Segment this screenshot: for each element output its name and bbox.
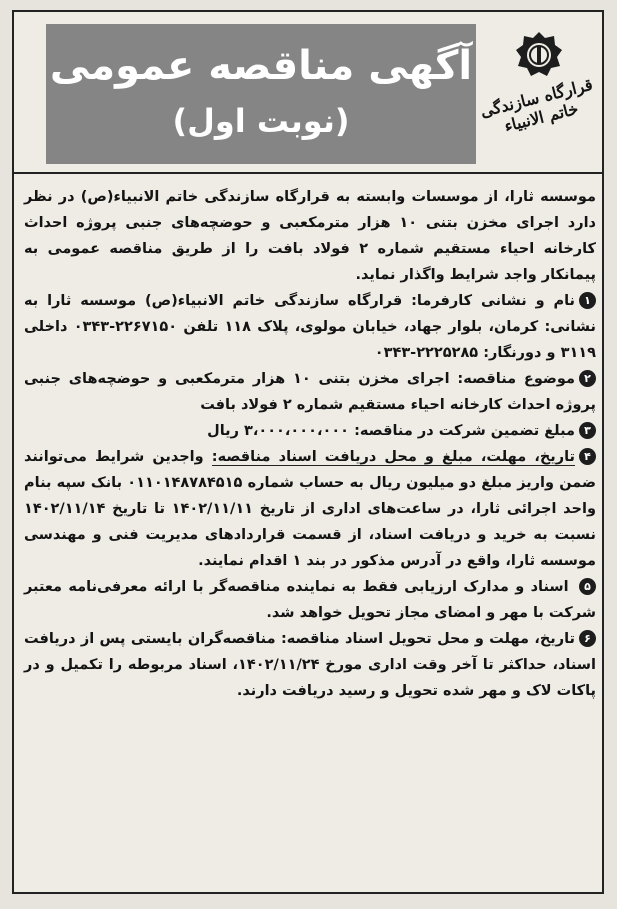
item-document-submission: [24, 626, 596, 704]
item-number: ۶: [579, 630, 596, 647]
item-heading: موضوع مناقصه:: [457, 371, 575, 387]
item-text: اجرای مخزن بتنی ۱۰ هزار مترمکعبی و حوضچه‌های جنبی پروژه احداث کارخانه احیاء مستقیم شماره ۲ فولاد بافت: [24, 371, 596, 413]
item-number: ۴: [579, 448, 596, 465]
item-evaluation-documents: [24, 574, 596, 626]
page-title: آگهی مناقصه عمومی: [49, 43, 473, 89]
item-number: ۱: [579, 292, 596, 309]
logo-text: قرارگاه سازندگی خاتم الانبیاء: [478, 74, 595, 136]
item-text: مناقصه‌گران بایستی پس از دریافت اسناد، حداکثر تا آخر وقت اداری مورخ ۱۴۰۲/۱۱/۲۴، اسناد مربوطه را تکمیل و در پاکات لاک و مهر شده تحویل و رسید دریافت دارند.: [24, 631, 596, 699]
item-text: اسناد و مدارک ارزیابی فقط به نماینده مناقصه‌گر با ارائه معرفی‌نامه معتبر شرکت با مهر و امضای مجاز تحویل خواهد شد.: [24, 579, 596, 621]
announcement-body: [24, 184, 596, 704]
item-text: قرارگاه سازندگی خاتم الانبیاء(ص) موسسه ثارا به نشانی: کرمان، بلوار جهاد، خیابان مولوی، پلاک ۱۱۸ تلفن ۲۲۶۷۱۵۰-۰۳۴۳ داخلی ۳۱۱۹ و دورنگار: ۲۲۲۵۲۸۵-۰۳۴۳: [24, 293, 597, 361]
item-guarantee: [24, 418, 596, 444]
item-employer: [24, 288, 596, 366]
page-subtitle: (نوبت اول): [172, 102, 350, 140]
item-heading: نام و نشانی کارفرما:: [411, 293, 575, 309]
item-text: ۳،۰۰۰،۰۰۰،۰۰۰ ریال: [207, 423, 350, 439]
item-heading: مبلغ تضمین شرکت در مناقصه:: [354, 423, 575, 439]
logo: [480, 22, 598, 170]
item-text: واجدین شرایط می‌توانند ضمن واریز مبلغ دو میلیون ریال به حساب شماره ۰۱۱۰۱۴۸۷۸۴۵۱۵ بانک سپه بنام واحد اجرائی ثارا، در ساعت‌های اداری از تاریخ ۱۴۰۲/۱۱/۱۱ تا تاریخ ۱۴۰۲/۱۱/۱۴ نسبت به خرید و دریافت اسناد، از قسمت قراردادهای مدیریت فنی و مهندسی موسسه ثارا، واقع در آدرس مذکور در بند ۱ اقدام نمایند.: [24, 449, 597, 569]
header: [14, 12, 602, 174]
item-number: ۳: [579, 422, 596, 439]
item-document-purchase: [24, 444, 596, 574]
tender-advertisement: [12, 10, 604, 894]
item-heading: تاریخ، مهلت و محل تحویل اسناد مناقصه:: [280, 631, 575, 647]
item-number: ۵: [579, 578, 596, 595]
item-subject: [24, 366, 596, 418]
intro-paragraph: موسسه ثارا، از موسسات وابسته به قرارگاه سازندگی خاتم الانبیاء(ص) در نظر دارد اجرای مخزن بتنی ۱۰ هزار مترمکعبی و حوضچه‌های جنبی پروژه احداث کارخانه احیاء مستقیم شماره ۲ فولاد بافت را از طریق مناقصه عمومی به پیمانکار واجد شرایط واگذار نماید.: [24, 189, 597, 283]
item-heading: تاریخ، مهلت، مبلغ و محل دریافت اسناد مناقصه:: [211, 449, 575, 465]
title-banner: [46, 24, 476, 164]
seal-emblem-icon: [514, 30, 564, 80]
item-number: ۲: [579, 370, 596, 387]
